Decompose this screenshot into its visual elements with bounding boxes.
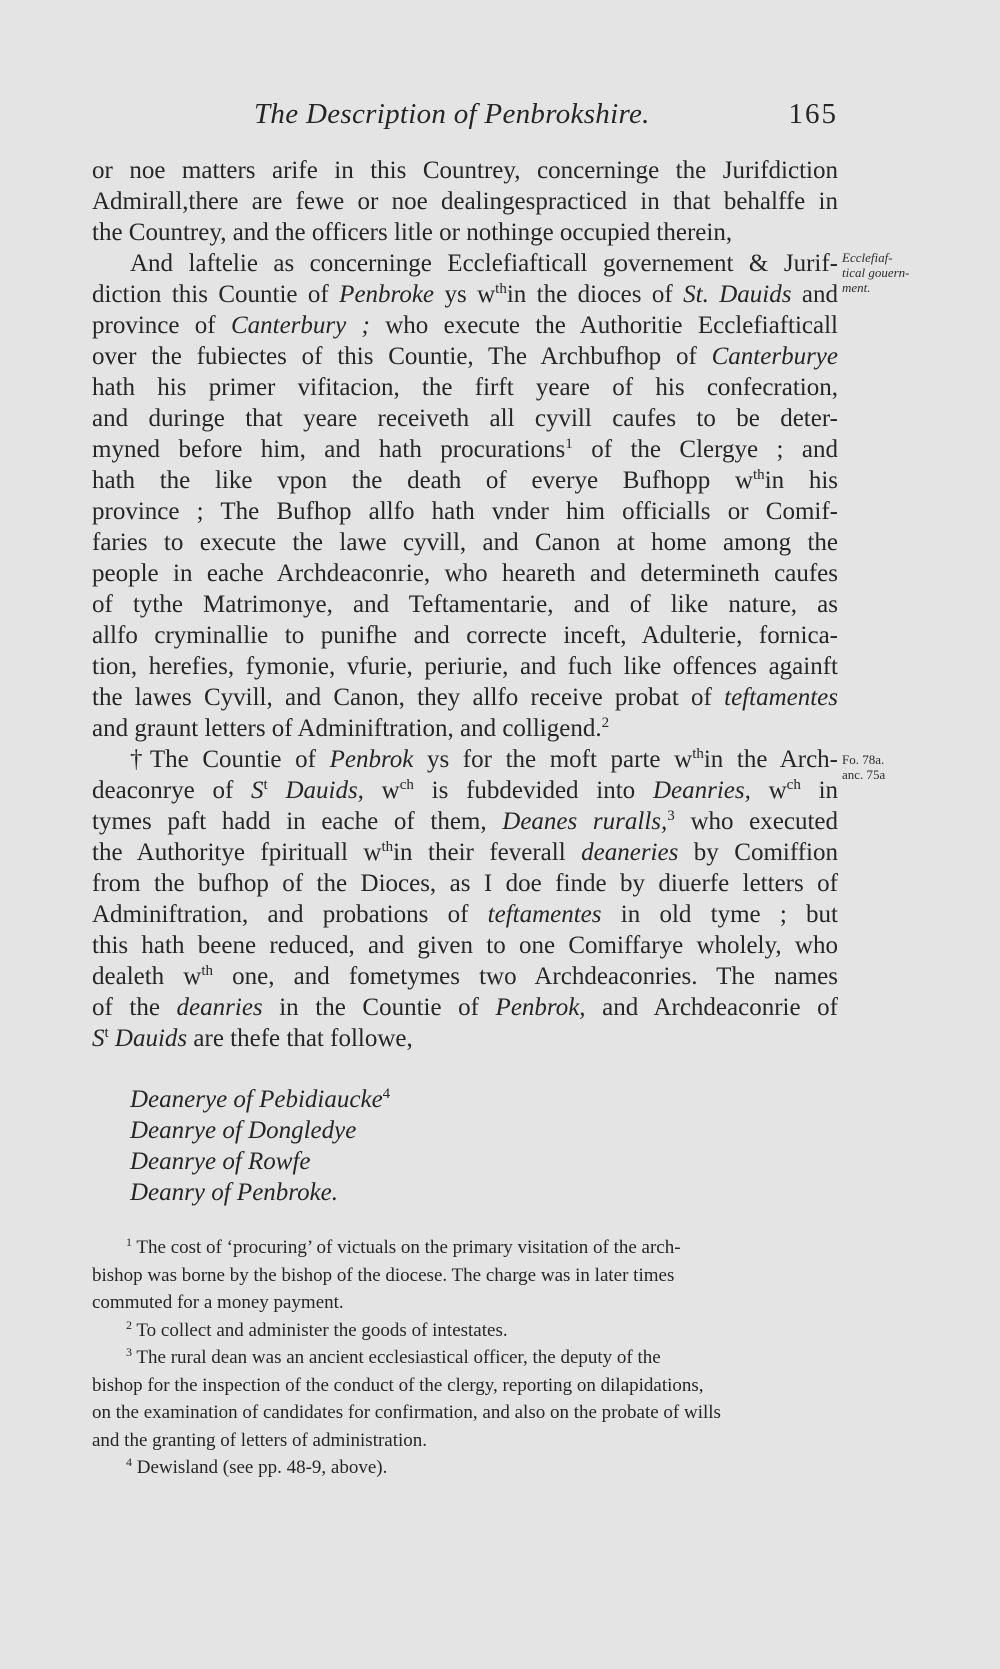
text-line: of the deanries in the Countie of Penbrok, and Archdeaconrie of: [92, 994, 838, 1021]
text-line: $S^t$ Dauids are thefe that followe,: [92, 1025, 413, 1052]
text-line: province of Canterbury ; who execute the Authoritie Ecclefiafticall: [92, 312, 839, 339]
footnote-2: $^2$ To collect and administer the goods of intestates.: [126, 1317, 508, 1341]
text-line: tymes paft hadd in eache of them, Deanes ruralls,$^3$ who executed: [92, 808, 838, 835]
footnote-line: commuted for a money payment.: [92, 1292, 344, 1313]
text-line: province ; The Bufhop allfo hath vnder him officialls or Comif-: [92, 498, 838, 525]
footnotes: [92, 1234, 838, 1482]
running-head: [92, 98, 838, 142]
margin-note-ecclesiastical: [842, 250, 910, 295]
margin-note-line: Fo. 78a.: [842, 752, 885, 767]
footnote-mark: 1: [126, 1235, 132, 1249]
footnote-1: $^1$ The cost of ‘procuring’ of victuals on the primary visitation of the arch-: [126, 1235, 681, 1258]
text-line: allfo cryminallie to punifhe and correcte inceft, Adulterie, fornica-: [92, 622, 838, 649]
text-line: tion, herefies, fymonie, vfurie, periurie, and fuch like offences againft: [92, 653, 838, 680]
footnote-4: $^4$ Dewisland (see pp. 48-9, above).: [126, 1455, 388, 1478]
text-line: diction this Countie of Penbroke ys $w^{th}in$ the dioces of St. Dauids and: [92, 281, 838, 308]
text-line: over the fubiectes of this Countie, The Archbufhop of Canterburye: [92, 343, 838, 370]
text-line: the Countrey, and the officers litle or nothinge occupied therein,: [92, 219, 733, 246]
text-line: hath his primer vifitacion, the firft yeare of his confecration,: [92, 374, 838, 401]
footnote-line: bishop for the inspection of the conduct of the clergy, reporting on dilapidations,: [92, 1374, 704, 1396]
deanery-item: Deanry of Penbroke.: [130, 1179, 339, 1206]
text-line: Admirall,there are fewe or noe dealingespracticed in that behalffe in: [92, 188, 838, 215]
text-line: Adminiftration, and probations of teftamentes in old tyme ; but: [92, 901, 838, 928]
spacer: [92, 1054, 838, 1084]
margin-note-line: anc. 75a: [842, 767, 886, 782]
running-title: The Description of Penbrokshire.: [254, 98, 650, 130]
text-line: and duringe that yeare receiveth all cyvill caufes to be deter-: [92, 405, 838, 432]
body-text: [92, 155, 838, 1208]
text-line: deaconrye of $S^t$ Dauids, $w^{ch}$ is fubdevided into Deanries, $w^{ch}$ in: [92, 777, 839, 804]
text-line: or noe matters arife in this Countrey, concerninge the Jurifdiction: [92, 157, 838, 184]
footnote-mark: 3: [126, 1345, 132, 1359]
footnote-ref: 3: [667, 808, 675, 824]
footnote-line: bishop was borne by the bishop of the diocese. The charge was in later times: [92, 1264, 675, 1286]
footnote-line: and the granting of letters of administration.: [92, 1429, 428, 1451]
margin-note-line: tical gouern-: [842, 265, 910, 280]
footnote-3: $^3$ The rural dean was an ancient ecclesiastical officer, the deputy of the: [126, 1345, 661, 1368]
deanery-item: Deanrye of Dongledye: [130, 1117, 357, 1144]
margin-note-folio: [842, 752, 885, 782]
text-line: the lawes Cyvill, and Canon, they allfo receive probat of teftamentes: [92, 684, 838, 711]
text-line: the Authoritye fpirituall $w^{th}in$ their feverall deaneries by Comiffion: [92, 839, 838, 866]
text-line: myned before him, and hath procurations$^1$ of the Clergye ; and: [92, 436, 838, 463]
page-number: 165: [788, 98, 838, 130]
margin-note-line: Ecclefiaf-: [842, 250, 893, 265]
footnote-ref: 1: [565, 436, 573, 452]
text-line: hath the like vpon the death of everye Bufhopp $w^{th}in$ his: [92, 467, 839, 494]
text-line: dealeth $w^{th}$ one, and fometymes two Archdeaconries. The names: [92, 963, 839, 990]
deanery-item: Deanrye of Rowfe: [130, 1148, 311, 1175]
footnote-mark: 2: [126, 1317, 132, 1332]
text-line: faries to execute the lawe cyvill, and Canon at home among the: [92, 529, 838, 556]
text-line: this hath beene reduced, and given to one Comiffarye wholely, who: [92, 932, 838, 959]
footnote-line: on the examination of candidates for confirmation, and also on the probate of wills: [92, 1402, 721, 1423]
footnote-mark: 4: [126, 1455, 132, 1469]
footnote-ref: 4: [382, 1086, 391, 1102]
text-line: people in eache Archdeaconrie, who heareth and determineth caufes: [92, 560, 838, 587]
text-line: from the bufhop of the Dioces, as I doe finde by diuerfe letters of: [92, 870, 838, 897]
text-line: and graunt letters of Adminiftration, and colligend.$^2$: [92, 715, 610, 742]
deanery-item: Deanerye of Pebidiaucke$^4$: [130, 1086, 391, 1113]
margin-note-line: ment.: [842, 280, 871, 295]
footnote-ref: 2: [601, 715, 610, 731]
text-line: of tythe Matrimonye, and Teftamentarie, and of like nature, as: [92, 591, 838, 618]
text-line: And laftelie as concerninge Ecclefiafticall governement & Jurif-: [130, 250, 838, 277]
text-line: †The Countie of Penbrok ys for the moft parte $w^{th}in$ the Arch-: [130, 746, 838, 773]
